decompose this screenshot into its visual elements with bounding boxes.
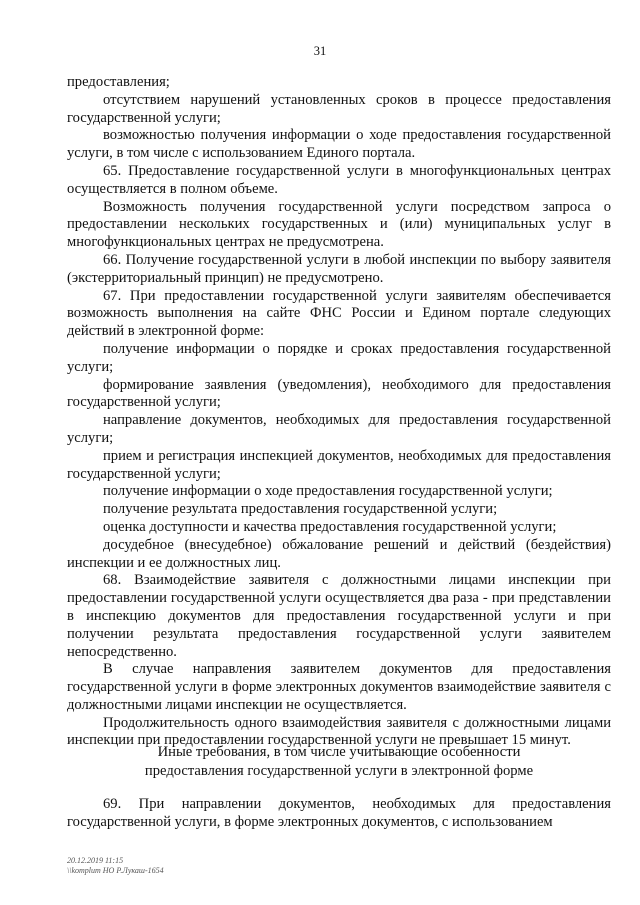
last-paragraph-block bbox=[67, 796, 611, 832]
paragraph: получение информации о ходе предоставления государственной услуги; bbox=[103, 483, 553, 500]
paragraph: В случае направления заявителем документов для предоставления государственной услуги в форме электронных документов взаимодействие заявителя с должностными лицами инспекции не осуществляется. bbox=[67, 661, 611, 713]
paragraph: Продолжительность одного взаимодействия заявителя с должностными лицами инспекции при предоставлении государственной услуги не превышает 15 минут. bbox=[67, 714, 611, 749]
paragraph: получение информации о порядке и сроках предоставления государственной услуги; bbox=[67, 340, 611, 375]
document-footer bbox=[67, 856, 164, 876]
paragraph: предоставления; bbox=[67, 74, 170, 90]
paragraph: прием и регистрация инспекцией документов, необходимых для предоставления государственной услуги; bbox=[67, 447, 611, 482]
paragraph: досудебное (внесудебное) обжалование решений и действий (бездействия) инспекции и ее должностных лиц. bbox=[67, 536, 611, 571]
paragraph: оценка доступности и качества предоставления государственной услуги; bbox=[103, 518, 557, 535]
paragraph: 65. Предоставление государственной услуги в многофункциональных центрах осуществляется в полном объеме. bbox=[67, 162, 611, 197]
footer-date: 20.12.2019 11:15 bbox=[67, 856, 124, 865]
section-heading-line-2: предоставления государственной услуги в электронной форме bbox=[144, 763, 534, 779]
paragraph-69: 69. При направлении документов, необходимых для предоставления государственной услуги, в форме электронных документов, с использованием bbox=[67, 796, 611, 830]
paragraph: 67. При предоставлении государственной услуги заявителям обеспечивается возможность выполнения на сайте ФНС России и Едином портале следующих действий в электронной форме: bbox=[67, 287, 611, 340]
paragraph: направление документов, необходимых для предоставления государственной услуги; bbox=[67, 412, 611, 446]
paragraph: 66. Получение государственной услуги в любой инспекции по выбору заявителя (экстерриториальный принцип) не предусмотрено. bbox=[67, 251, 611, 286]
paragraph: 68. Взаимодействие заявителя с должностными лицами инспекции при предоставлении государственной услуги осуществляется два раза - при представлении в инспекцию документов для предоставления государственной услуги и при получении результата предоставления государственной услуги заявителем непосредственно. bbox=[67, 572, 611, 660]
paragraph: формирование заявления (уведомления), необходимого для предоставления государственной услуги; bbox=[67, 376, 611, 411]
section-heading-line-1: Иные требования, в том числе учитывающие особенности bbox=[157, 744, 521, 760]
page-number: 31 bbox=[313, 44, 327, 58]
section-heading bbox=[67, 743, 611, 781]
paragraph: возможностью получения информации о ходе предоставления государственной услуги, в том числе с использованием Единого портала. bbox=[67, 127, 611, 162]
paragraph: получение результата предоставления государственной услуги; bbox=[103, 501, 498, 518]
body-text bbox=[67, 74, 611, 750]
footer-file-path: \\komplum НО Р.Лукаш-1654 bbox=[67, 866, 164, 875]
paragraph: Возможность получения государственной услуги посредством запроса о предоставлении нескольких государственных и (или) муниципальных услуг в многофункциональных центрах не предусмотрена. bbox=[67, 198, 611, 251]
paragraph: отсутствием нарушений установленных сроков в процессе предоставления государственной услуги; bbox=[67, 91, 611, 126]
